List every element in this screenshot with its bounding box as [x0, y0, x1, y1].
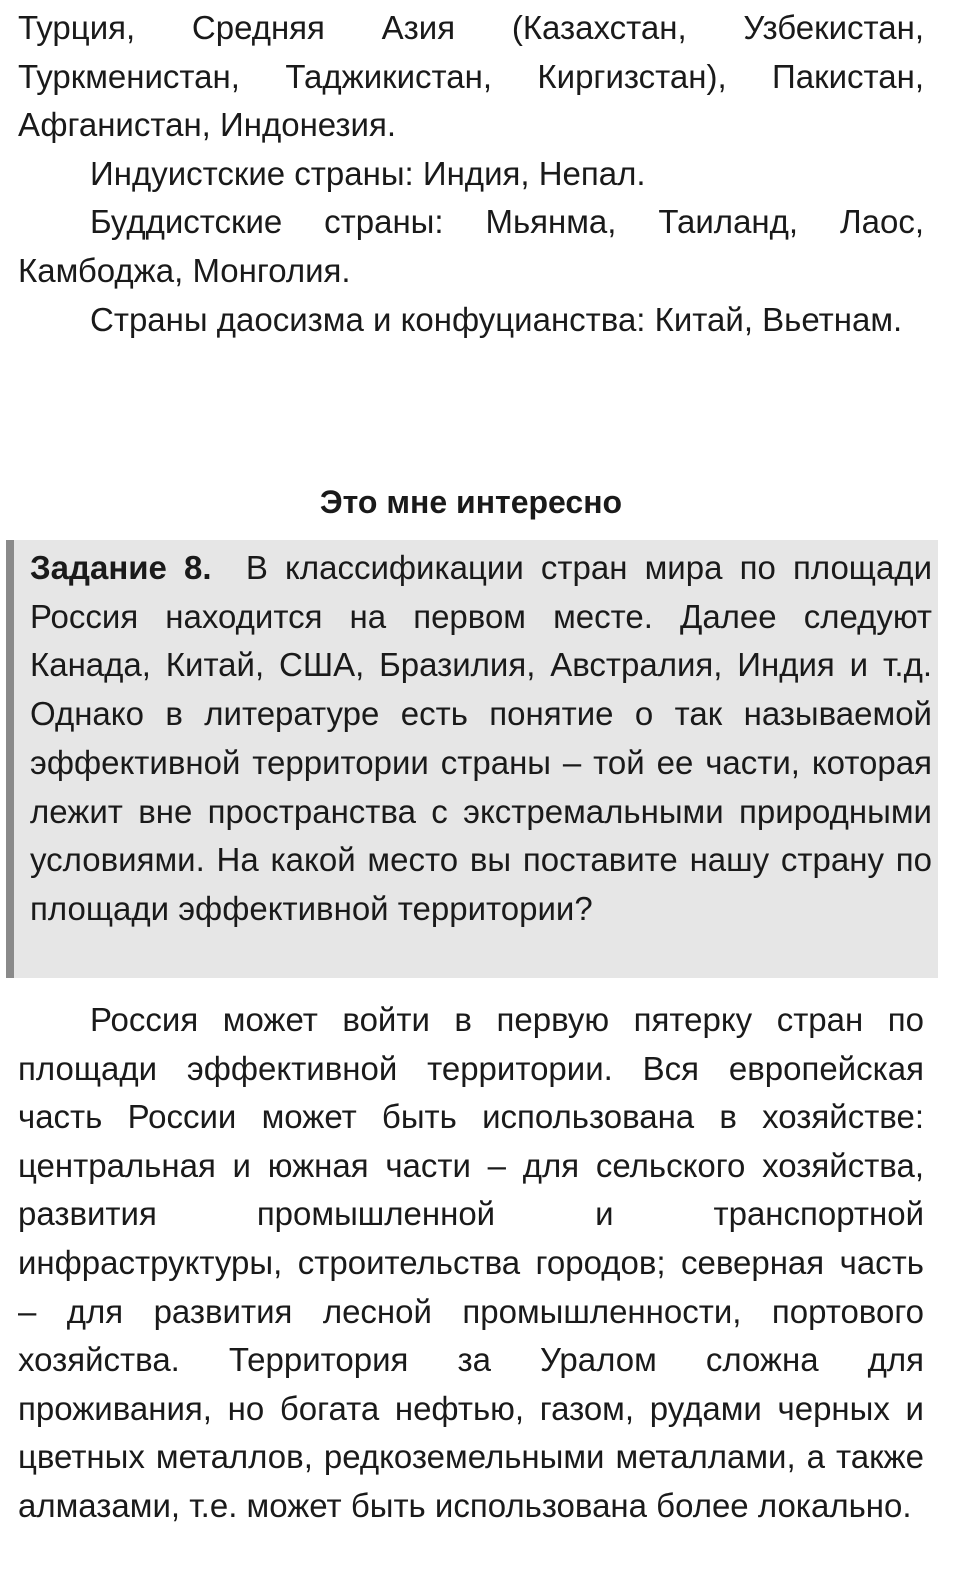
answer-paragraph: Россия может войти в первую пятерку стран по площади эффективной территории. Вся европейская часть России может быть использована в хозяйстве: центральная и южная части – для сельского хозяйства, развития промышленной и транспортной инфраструктуры, строительства городов; северная часть – для развития лесной промышленности, портового хозяйства. Территория за Уралом сложна для проживания, но богата нефтью, газом, рудами черных и цветных металлов, редкоземельными металлами, а также алмазами, т.е. может быть использована более локально. — [18, 1001, 924, 1524]
task-question: В классификации стран мира по площади Россия находится на первом месте. Далее следуют Канада, Китай, США, Бразилия, Австралия, Индия и т.д. Однако в литературе есть понятие о так называемой эффективной территории страны – той ее части, которая лежит вне пространства с экстремальными природными условиями. На какой место вы поставите нашу страну по площади эффективной территории? — [30, 549, 932, 927]
task-text — [30, 544, 932, 934]
section-heading: Это мне интересно — [319, 484, 623, 520]
paragraph-hindu-countries: Индуистские страны: Индия, Непал. — [90, 155, 646, 192]
paragraph-buddhist-countries: Буддистские страны: Мьянма, Таиланд, Лаос, Камбоджа, Монголия. — [18, 203, 924, 289]
task-label: Задание 8. — [30, 549, 212, 586]
paragraph-taoism-confucianism-countries: Страны даосизма и конфуцианства: Китай, Вьетнам. — [90, 301, 903, 338]
paragraph-muslim-countries-continued: Турция, Средняя Азия (Казахстан, Узбекистан, Туркменистан, Таджикистан, Киргизстан), Пакистан, Афганистан, Индонезия. — [18, 9, 924, 143]
task-box — [6, 540, 938, 978]
